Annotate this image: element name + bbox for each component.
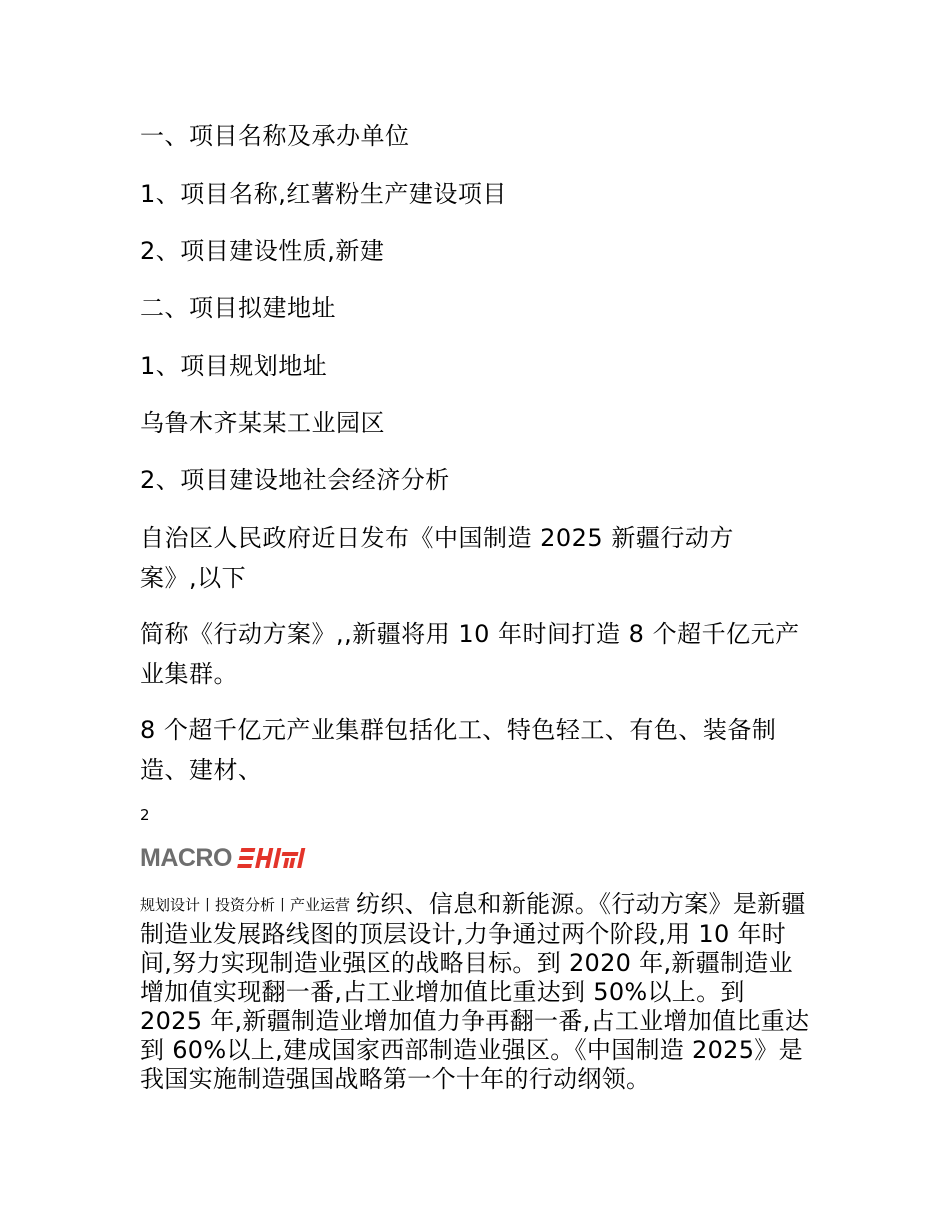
logo-text: MACRO (140, 844, 232, 872)
site-location: 乌鲁木齐某某工业园区 (140, 409, 385, 437)
macro-logo (140, 843, 312, 873)
paragraph-industry-clusters: 8 个超千亿元产业集群包括化工、特色轻工、有色、装备制造、建材、 (140, 716, 777, 784)
body-paragraph: 纺织、信息和新能源。《行动方案》是新疆制造业发展路线图的顶层设计,力争通过两个阶段,用 10 年时间,努力实现制造业强区的战略目标。到 2020 年,新疆制造业增加值实现翻一番,占工业增加值比重达到 50%以上。到 2025 年,新疆制造业增加值力争再翻一番,占工业增加值比重达到 60%以上,建成国家西部制造业强区。《中国制造 2025》是我国实施制造强国战略第一个十年的行动纲领。 (140, 890, 810, 1093)
body-text-block (140, 890, 812, 1094)
item-socioeconomic-analysis: 2、项目建设地社会经济分析 (140, 466, 450, 494)
heading-project-site: 二、项目拟建地址 (140, 294, 336, 322)
logo-mark-icon (236, 845, 312, 871)
paragraph-action-plan: 自治区人民政府近日发布《中国制造 2025 新疆行动方案》,以下 (140, 524, 734, 592)
heading-project-name-unit: 一、项目名称及承办单位 (140, 122, 410, 150)
paragraph-short-name: 简称《行动方案》,,新疆将用 10 年时间打造 8 个超千亿元产业集群。 (140, 620, 800, 688)
page-number: 2 (140, 806, 150, 824)
item-project-nature: 2、项目建设性质,新建 (140, 237, 385, 265)
item-planned-site: 1、项目规划地址 (140, 352, 328, 380)
item-project-name: 1、项目名称,红薯粉生产建设项目 (140, 180, 507, 208)
company-tagline: 规划设计丨投资分析丨产业运营 (140, 896, 351, 914)
